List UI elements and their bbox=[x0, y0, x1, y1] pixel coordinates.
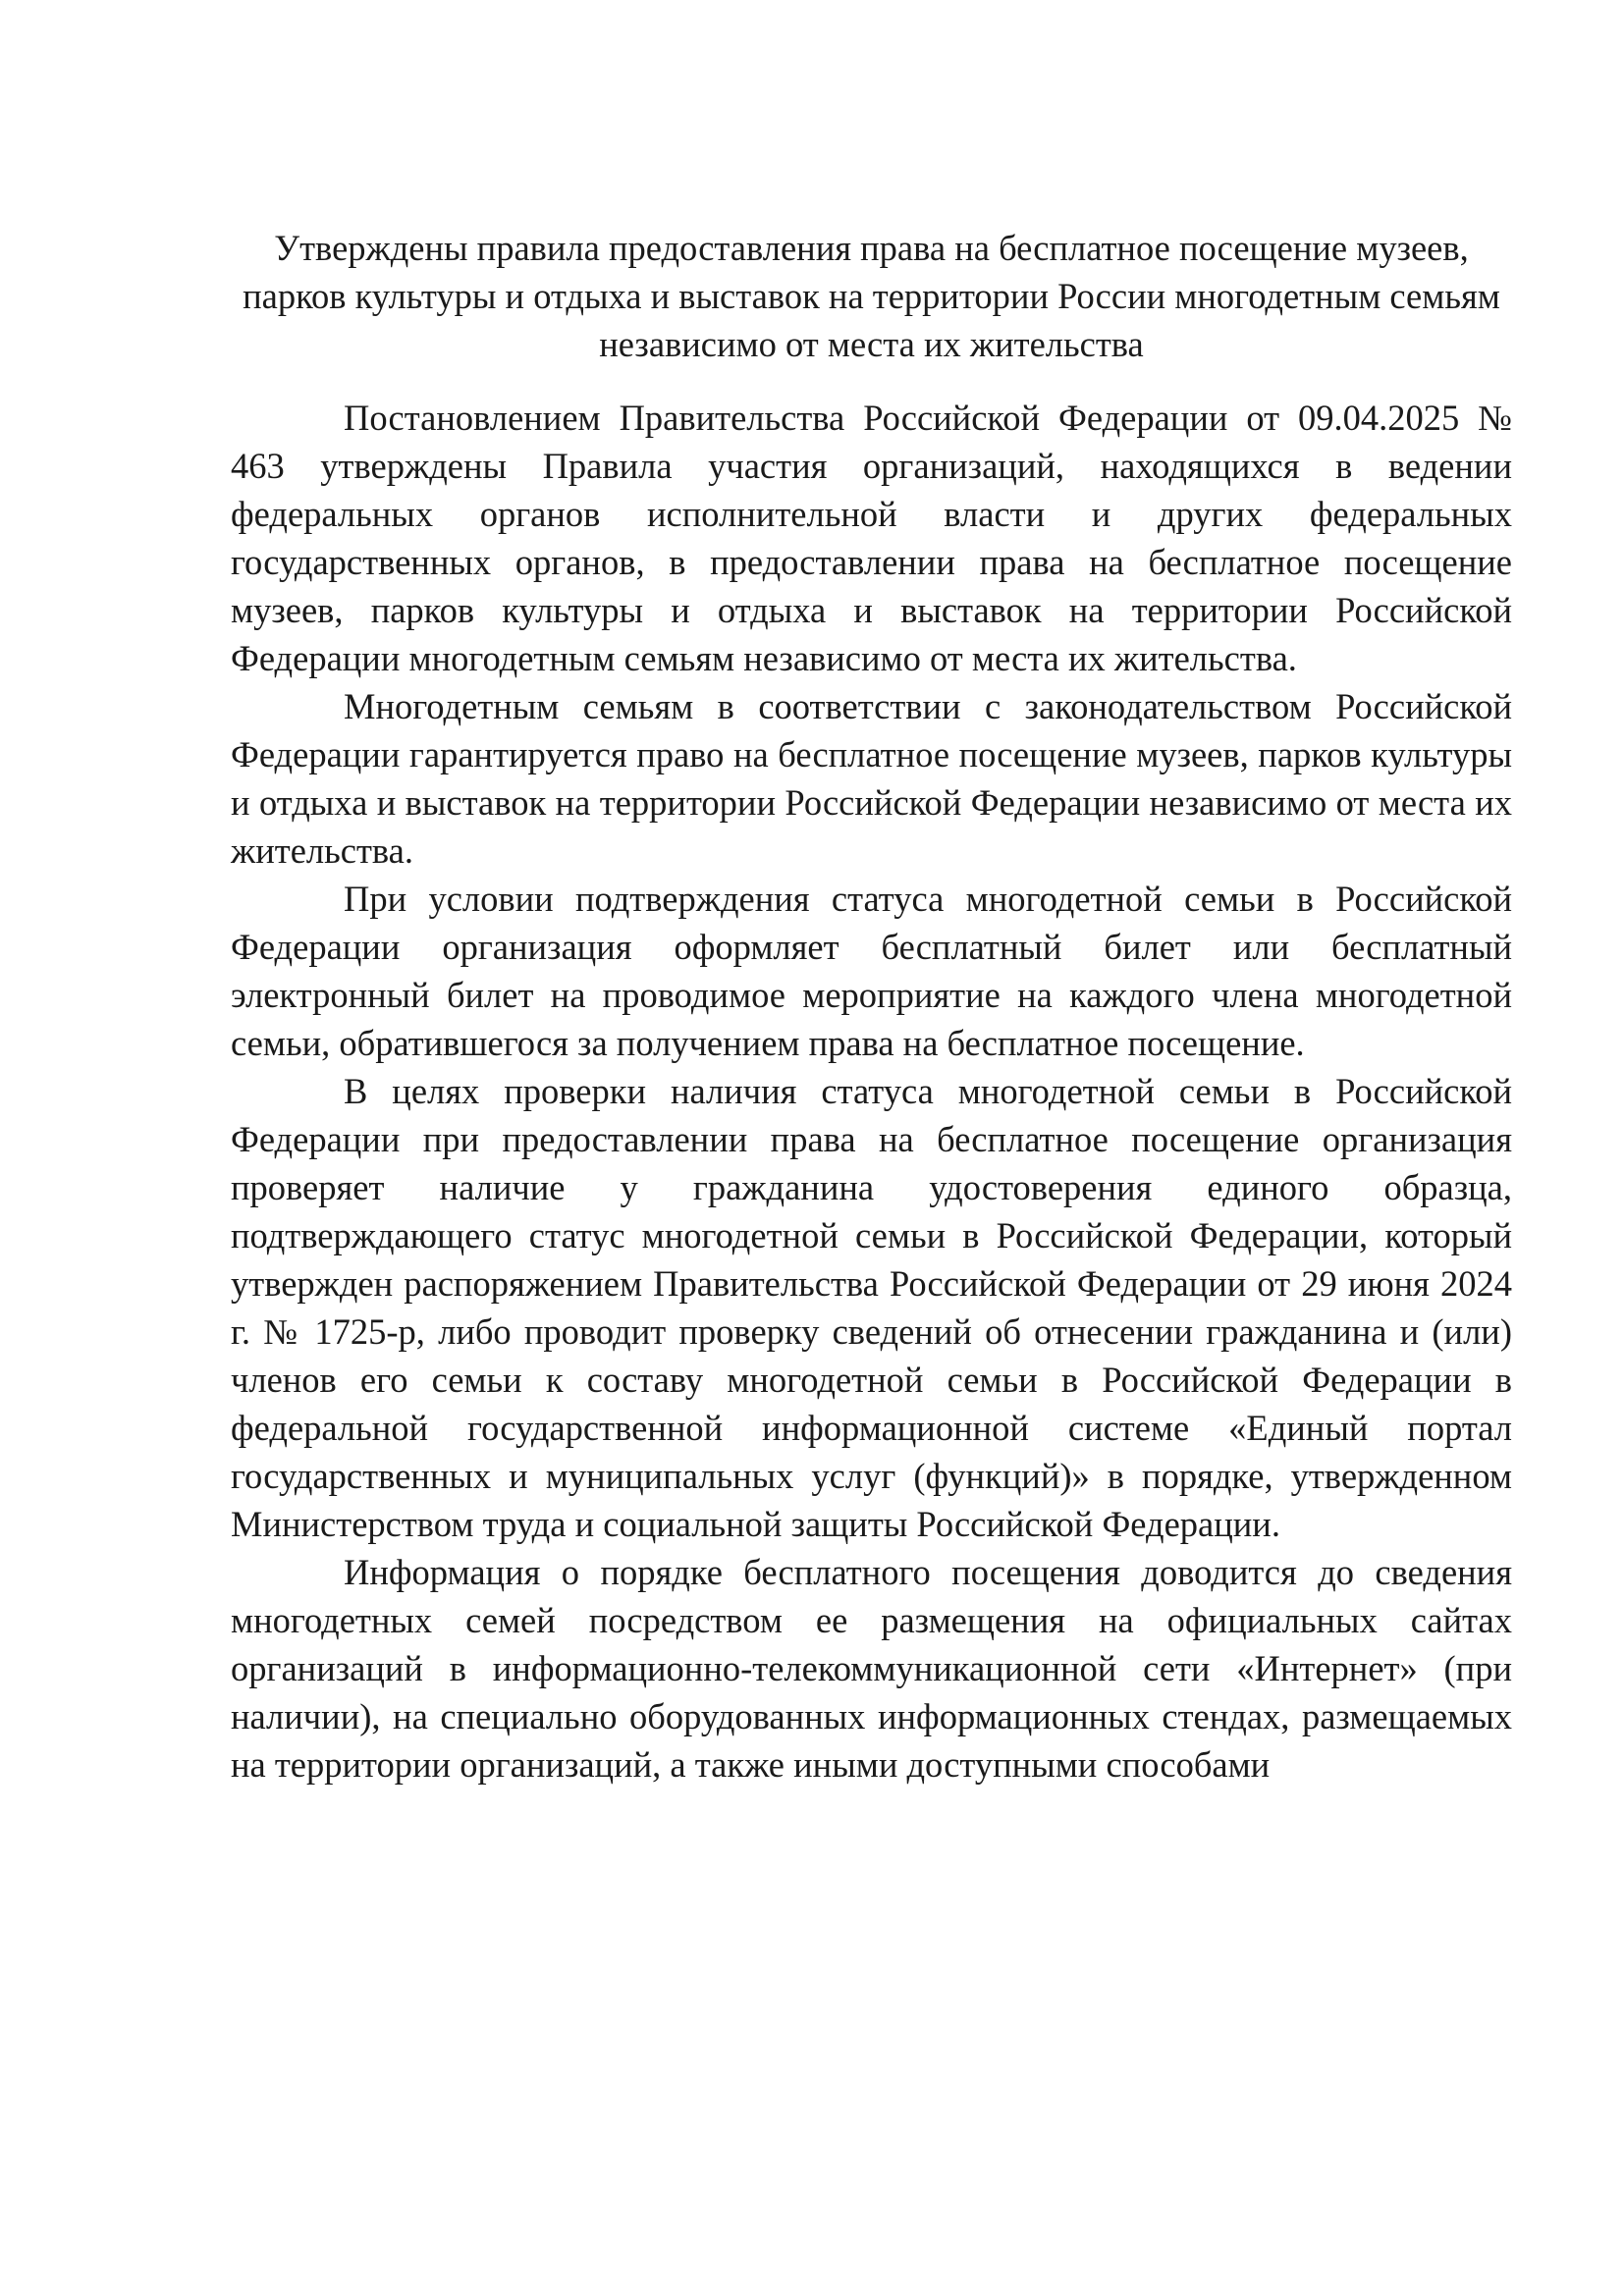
paragraph-resolution: Постановлением Правительства Российской Федерации от 09.04.2025 № 463 утверждены Правила участия организаций, находящихся в ведении федеральных органов исполнительной власти и других федеральных государственных органов, в предоставлении права на бесплатное посещение музеев, парков культуры и отдыха и выставок на территории Российской Федерации многодетным семьям независимо от места их жительства. bbox=[231, 398, 1512, 678]
paragraph-ticket: При условии подтверждения статуса многодетной семьи в Российской Федерации организация оформляет бесплатный билет или бесплатный электронный билет на проводимое мероприятие на каждого члена многодетной семьи, обратившегося за получением права на бесплатное посещение. bbox=[231, 879, 1512, 1063]
paragraph-guarantee: Многодетным семьям в соответствии с законодательством Российской Федерации гарантируется право на бесплатное посещение музеев, парков культуры и отдыха и выставок на территории Российской Федерации независимо от места их жительства. bbox=[231, 686, 1512, 871]
document-body bbox=[231, 224, 1512, 1789]
document-title: Утверждены правила предоставления права на бесплатное посещение музеев, парков культуры и отдыха и выставок на территории России многодетным семьям независимо от места их жительства bbox=[243, 228, 1500, 364]
paragraph-verification: В целях проверки наличия статуса многодетной семьи в Российской Федерации при предоставлении права на бесплатное посещение организация проверяет наличие у гражданина удостоверения единого образца, подтверждающего статус многодетной семьи в Российской Федерации, который утвержден распоряжением Правительства Российской Федерации от 29 июня 2024 г. № 1725-р, либо проводит проверку сведений об отнесении гражданина и (или) членов его семьи к составу многодетной семьи в Российской Федерации в федеральной государственной информационной системе «Единый портал государственных и муниципальных услуг (функций)» в порядке, утвержденном Министерством труда и социальной защиты Российской Федерации. bbox=[231, 1071, 1512, 1544]
paragraph-information: Информация о порядке бесплатного посещения доводится до сведения многодетных семей посредством ее размещения на официальных сайтах организаций в информационно-телекоммуникационной сети «Интернет» (при наличии), на специально оборудованных информационных стендах, размещаемых на территории организаций, а также иными доступными способами bbox=[231, 1552, 1512, 1785]
